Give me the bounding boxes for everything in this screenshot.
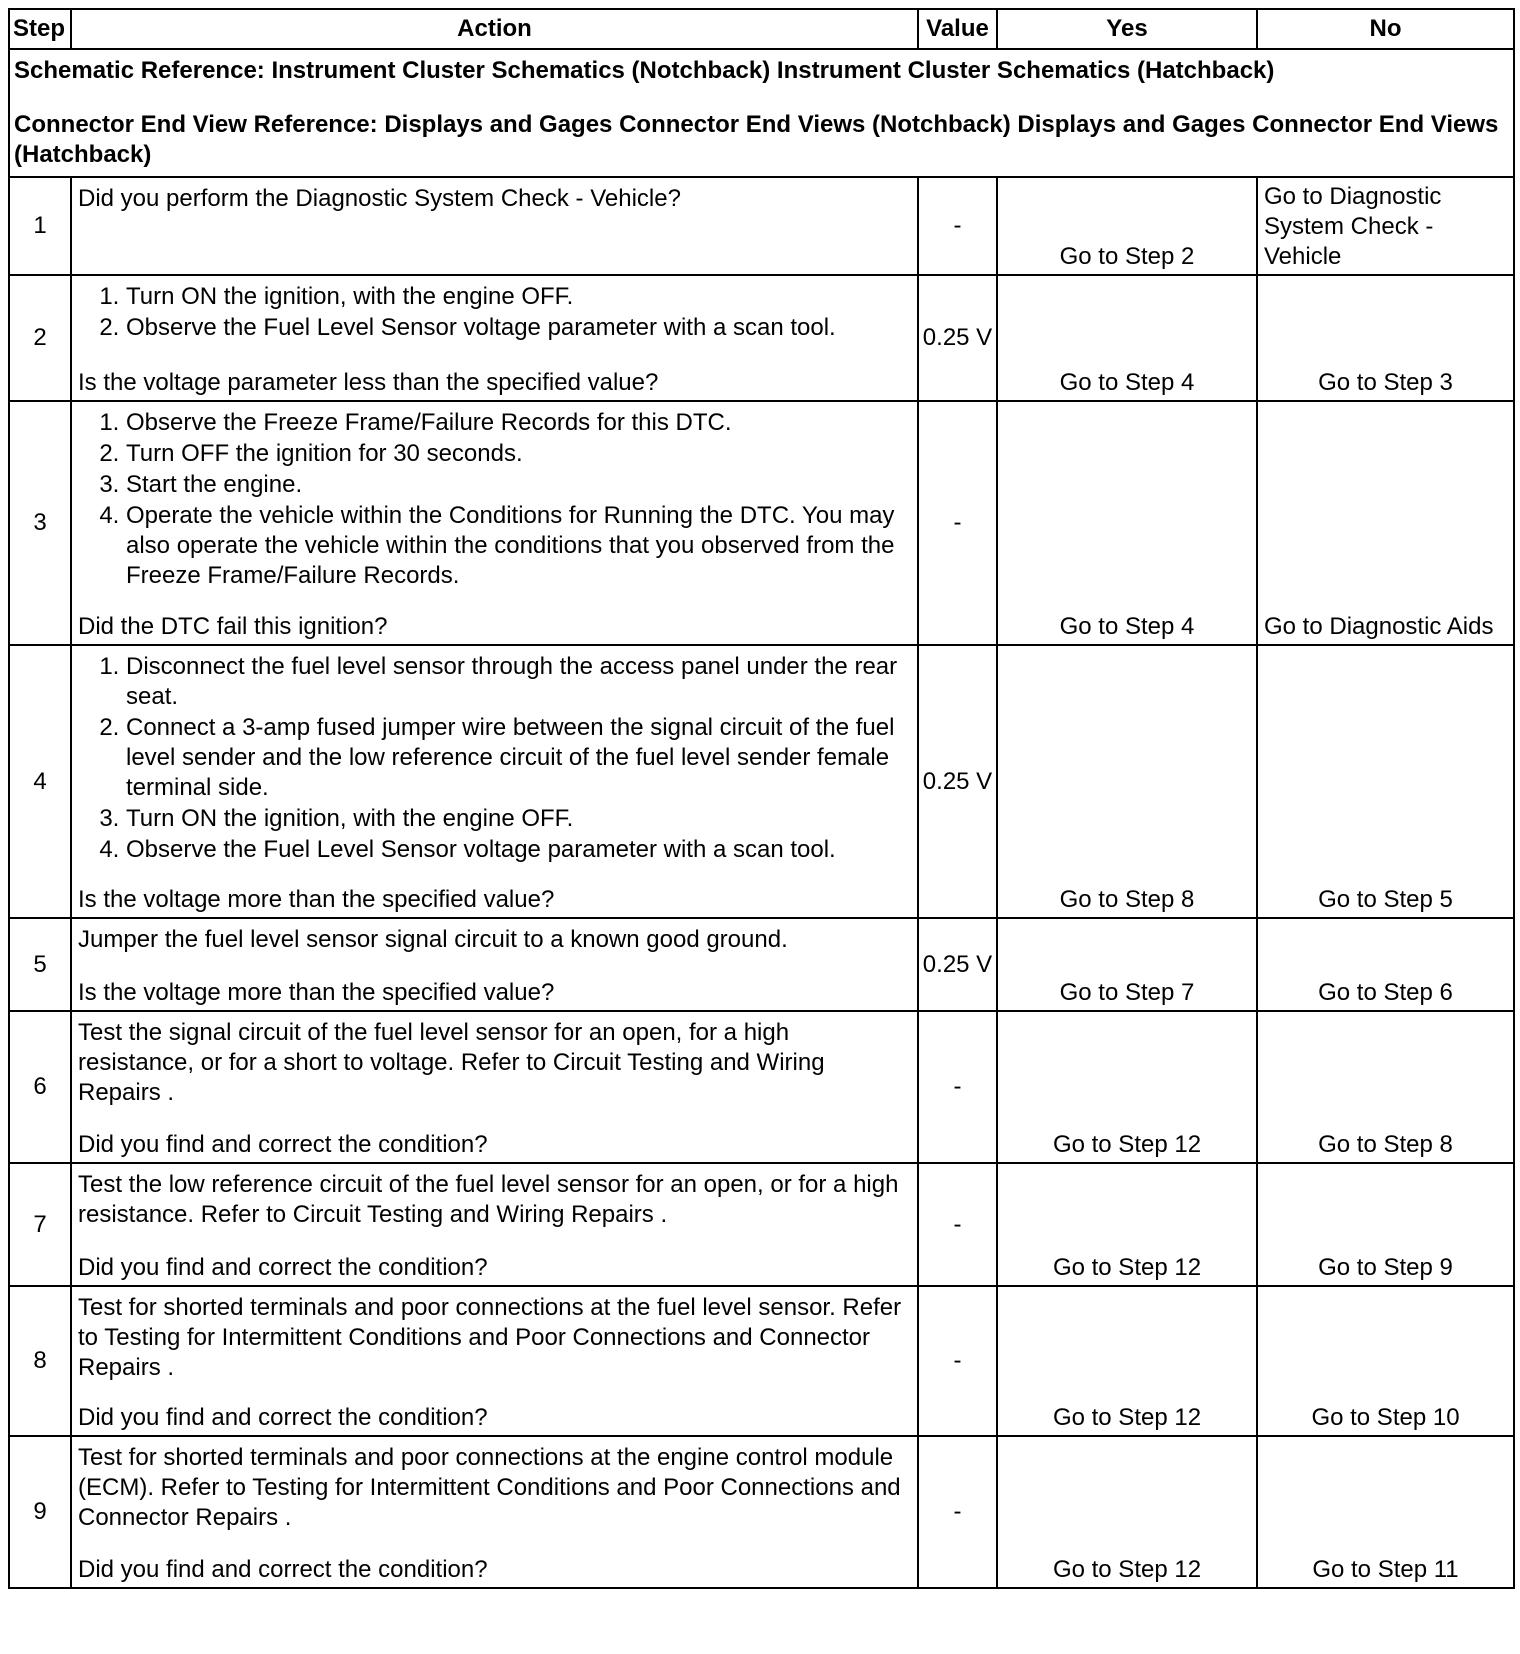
action-content (78, 1443, 911, 1585)
step-yes: Go to Step 12 (997, 1436, 1257, 1588)
step-number: 8 (9, 1286, 71, 1436)
step-value: - (918, 401, 997, 645)
step-yes: Go to Step 7 (997, 918, 1257, 1011)
action-body (78, 1443, 911, 1533)
step-yes: Go to Step 12 (997, 1011, 1257, 1163)
action-question: Is the voltage more than the specified value? (78, 979, 555, 1006)
schematic-reference: Schematic Reference: Instrument Cluster Schematics (Notchback) Instrument Cluster Schematics (Hatchback) (14, 57, 1275, 84)
action-body (78, 184, 911, 214)
action-content (78, 282, 911, 398)
action-question: Is the voltage parameter less than the specified value? (78, 369, 659, 396)
step-action (71, 275, 918, 401)
step-action (71, 1011, 918, 1163)
diagnostic-table (8, 8, 1515, 1589)
action-content (78, 1170, 911, 1283)
action-content (78, 184, 911, 272)
step-no: Go to Step 10 (1257, 1286, 1514, 1436)
action-content (78, 1018, 911, 1160)
action-list-item: 3. Turn ON the ignition, with the engine OFF. (126, 804, 911, 834)
action-list-item: 1. Turn ON the ignition, with the engine OFF. (126, 282, 911, 312)
action-text: Test the signal circuit of the fuel level sensor for an open, for a high resistance, or for a short to voltage. Refer to Circuit Testing and Wiring Repairs . (78, 1019, 825, 1106)
action-list-item: 2. Connect a 3-amp fused jumper wire between the signal circuit of the fuel level sender and the low reference circuit of the fuel level sender female terminal side. (126, 713, 911, 803)
action-body (78, 1293, 911, 1383)
step-yes: Go to Step 12 (997, 1286, 1257, 1436)
action-question: Did you find and correct the condition? (78, 1556, 488, 1583)
action-body (78, 1170, 911, 1230)
action-content (78, 652, 911, 915)
action-list-item: 1. Observe the Freeze Frame/Failure Records for this DTC. (126, 408, 911, 438)
step-no: Go to Step 11 (1257, 1436, 1514, 1588)
step-value: 0.25 V (918, 275, 997, 401)
step-no: Go to Step 6 (1257, 918, 1514, 1011)
action-content (78, 1293, 911, 1433)
action-list-item: 1. Disconnect the fuel level sensor through the access panel under the rear seat. (126, 652, 911, 712)
step-value: - (918, 177, 997, 275)
step-no: Go to Diagnostic System Check - Vehicle (1257, 177, 1514, 275)
action-body (78, 282, 911, 344)
step-value: - (918, 1436, 997, 1588)
table-row (9, 1011, 1514, 1163)
step-action (71, 645, 918, 918)
reference-cell (9, 49, 1514, 177)
step-action (71, 1286, 918, 1436)
step-action (71, 1163, 918, 1286)
action-question: Did you find and correct the condition? (78, 1254, 488, 1281)
action-text: Test the low reference circuit of the fuel level sensor for an open, or for a high resistance. Refer to Circuit Testing and Wiring Repairs . (78, 1171, 899, 1228)
table-row (9, 1163, 1514, 1286)
step-number: 6 (9, 1011, 71, 1163)
step-value: - (918, 1163, 997, 1286)
action-list (78, 408, 911, 591)
step-action (71, 1436, 918, 1588)
step-yes: Go to Step 2 (997, 177, 1257, 275)
action-text: Did you perform the Diagnostic System Check - Vehicle? (78, 185, 681, 212)
table-row (9, 1436, 1514, 1588)
action-body (78, 408, 911, 592)
table-row (9, 275, 1514, 401)
header-no: No (1257, 9, 1514, 49)
step-no: Go to Step 5 (1257, 645, 1514, 918)
action-question: Did the DTC fail this ignition? (78, 613, 388, 640)
table-row (9, 177, 1514, 275)
header-yes: Yes (997, 9, 1257, 49)
step-number: 4 (9, 645, 71, 918)
step-no: Go to Diagnostic Aids (1257, 401, 1514, 645)
table-row (9, 645, 1514, 918)
step-number: 1 (9, 177, 71, 275)
step-yes: Go to Step 4 (997, 401, 1257, 645)
step-no: Go to Step 9 (1257, 1163, 1514, 1286)
action-text: Test for shorted terminals and poor connections at the fuel level sensor. Refer to Testing for Intermittent Conditions and Poor Connections and Connector Repairs . (78, 1294, 902, 1381)
connector-reference: Connector End View Reference: Displays and Gages Connector End Views (Notchback) Displays and Gages Connector End Views (Hatchback) (14, 111, 1499, 168)
action-question: Did you find and correct the condition? (78, 1404, 488, 1431)
header-value: Value (918, 9, 997, 49)
action-body (78, 1018, 911, 1108)
step-value: - (918, 1286, 997, 1436)
action-list (78, 652, 911, 865)
reference-row (9, 49, 1514, 177)
table-header-row (9, 9, 1514, 49)
action-question: Did you find and correct the condition? (78, 1131, 488, 1158)
step-action (71, 177, 918, 275)
step-yes: Go to Step 12 (997, 1163, 1257, 1286)
table-row (9, 1286, 1514, 1436)
step-action (71, 401, 918, 645)
action-question: Is the voltage more than the specified value? (78, 886, 555, 913)
action-text: Jumper the fuel level sensor signal circuit to a known good ground. (78, 926, 788, 953)
action-content (78, 925, 911, 1008)
step-number: 7 (9, 1163, 71, 1286)
step-yes: Go to Step 4 (997, 275, 1257, 401)
action-list-item: 2. Turn OFF the ignition for 30 seconds. (126, 439, 911, 469)
step-yes: Go to Step 8 (997, 645, 1257, 918)
step-value: 0.25 V (918, 918, 997, 1011)
step-number: 3 (9, 401, 71, 645)
action-content (78, 408, 911, 642)
action-list-item: 4. Observe the Fuel Level Sensor voltage parameter with a scan tool. (126, 835, 911, 865)
header-step: Step (9, 9, 71, 49)
step-value: 0.25 V (918, 645, 997, 918)
step-no: Go to Step 3 (1257, 275, 1514, 401)
action-text: Test for shorted terminals and poor connections at the engine control module (ECM). Refer to Testing for Intermittent Conditions and Poor Connections and Connector Repairs . (78, 1444, 901, 1531)
action-body (78, 925, 911, 955)
step-action (71, 918, 918, 1011)
action-list (78, 282, 911, 343)
table-row (9, 401, 1514, 645)
step-number: 5 (9, 918, 71, 1011)
action-list-item: 2. Observe the Fuel Level Sensor voltage parameter with a scan tool. (126, 313, 911, 343)
step-value: - (918, 1011, 997, 1163)
table-row (9, 918, 1514, 1011)
header-action: Action (71, 9, 918, 49)
action-body (78, 652, 911, 866)
action-list-item: 3. Start the engine. (126, 470, 911, 500)
action-list-item: 4. Operate the vehicle within the Conditions for Running the DTC. You may also operate the vehicle within the conditions that you observed from the Freeze Frame/Failure Records. (126, 501, 911, 591)
step-number: 9 (9, 1436, 71, 1588)
step-no: Go to Step 8 (1257, 1011, 1514, 1163)
step-number: 2 (9, 275, 71, 401)
